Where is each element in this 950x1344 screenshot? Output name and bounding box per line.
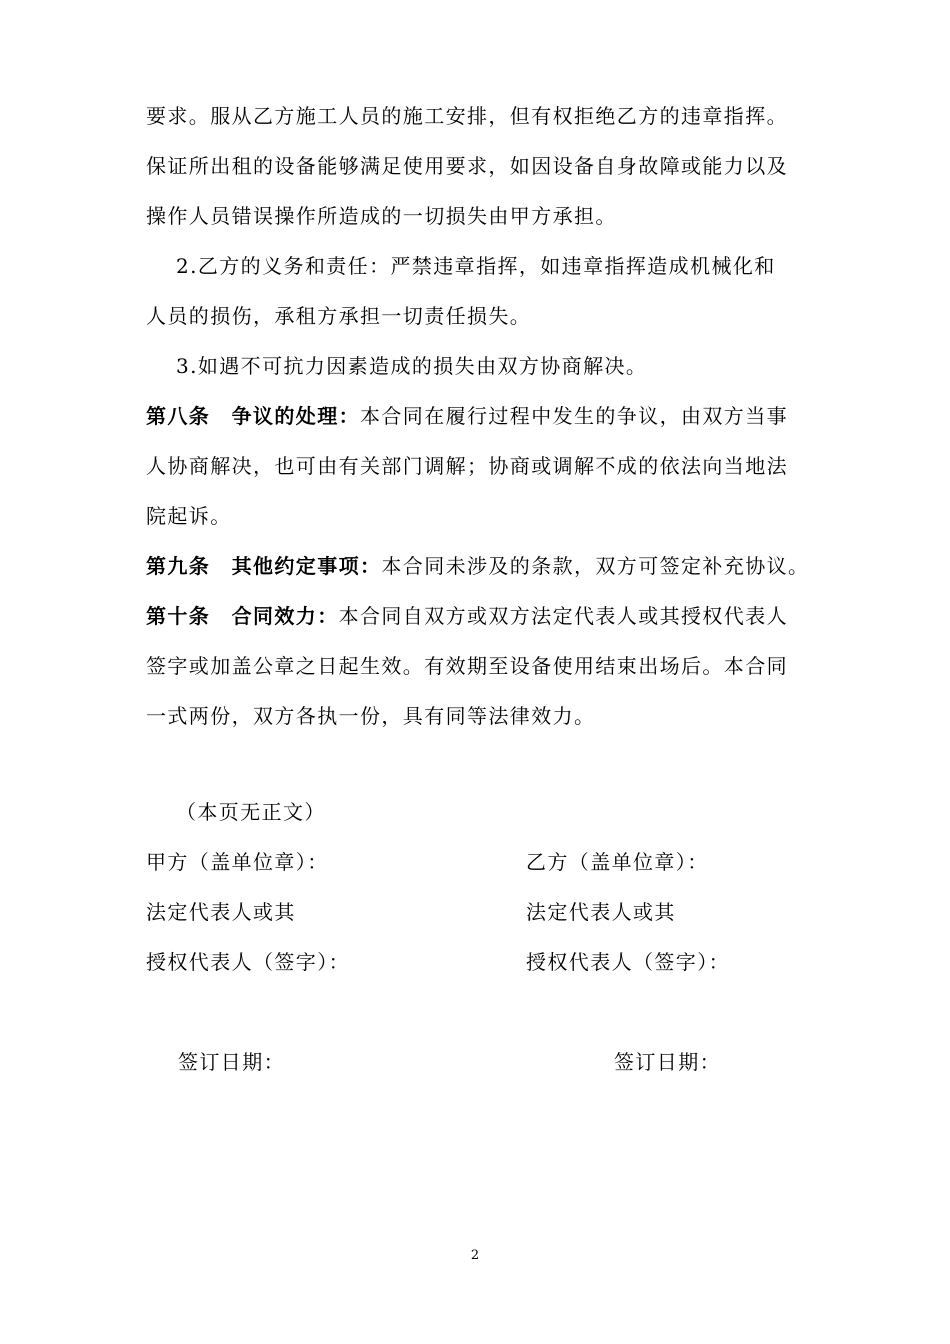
party-a-seal-label: 甲方（盖单位章）： xyxy=(146,850,329,874)
party-b-sign-label: 授权代表人（签字）： xyxy=(526,950,730,974)
party-b-seal-label: 乙方（盖单位章）： xyxy=(526,850,709,874)
article-10-line: 签字或加盖公章之日起生效。有效期至设备使用结束出场后。本合同 xyxy=(146,654,788,678)
item-3-line: 3.如遇不可抗力因素造成的损失由双方协商解决。 xyxy=(176,354,648,378)
body-text-line: 保证所出租的设备能够满足使用要求，如因设备自身故障或能力以及 xyxy=(146,154,788,178)
party-a-rep-label: 法定代表人或其 xyxy=(146,900,296,924)
party-a-date-label: 签订日期： xyxy=(178,1050,285,1074)
article-10-heading: 第十条 合同效力： xyxy=(146,604,339,628)
item-2-line: 人员的损伤，承租方承担一切责任损失。 xyxy=(146,304,532,328)
body-text-line: 操作人员错误操作所造成的一切损失由甲方承担。 xyxy=(146,204,617,228)
article-8-text: 本合同在履行过程中发生的争议，由双方当事 xyxy=(360,404,788,428)
page-number: 2 xyxy=(470,1248,480,1263)
article-8-line: 人协商解决，也可由有关部门调解；协商或调解不成的依法向当地法 xyxy=(146,454,788,478)
article-9-text: 本合同未涉及的条款，双方可签定补充协议。 xyxy=(381,554,810,578)
article-10-line: 一式两份，双方各执一份，具有同等法律效力。 xyxy=(146,704,596,728)
party-b-rep-label: 法定代表人或其 xyxy=(526,900,676,924)
article-8-line xyxy=(146,402,818,430)
party-b-date-label: 签订日期： xyxy=(614,1050,721,1074)
body-text-line: 要求。服从乙方施工人员的施工安排，但有权拒绝乙方的违章指挥。 xyxy=(146,104,788,128)
article-10-line xyxy=(146,602,818,630)
item-2-line: 2.乙方的义务和责任：严禁违章指挥，如违章指挥造成机械化和 xyxy=(176,254,776,278)
no-text-note: （本页无正文） xyxy=(176,800,326,824)
article-9-line xyxy=(146,552,818,580)
party-a-sign-label: 授权代表人（签字）： xyxy=(146,950,350,974)
article-8-line: 院起诉。 xyxy=(146,504,232,528)
article-10-text: 本合同自双方或双方法定代表人或其授权代表人 xyxy=(338,604,789,628)
article-8-heading: 第八条 争议的处理： xyxy=(146,404,360,428)
article-9-heading: 第九条 其他约定事项： xyxy=(146,554,382,578)
